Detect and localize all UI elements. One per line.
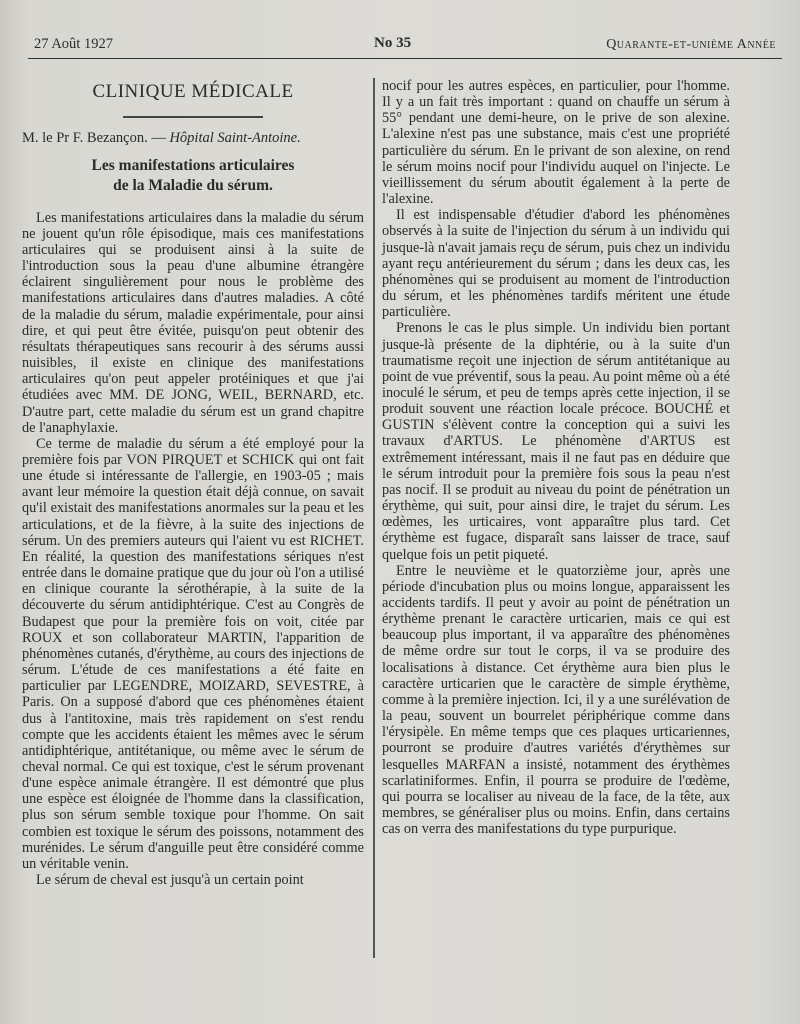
right-column: [382, 78, 730, 837]
right-paragraph-3: Prenons le cas le plus simple. Un individu bien portant jusque-là présente de la diphtérie, ou à la suite d'un traumatisme reçoit une injection de sérum antitétanique au point de vue préventif, sous la peau. Au point même où a été inoculé le sérum, et peu de temps après cette injection, il se produit souvent une réaction locale précoce. BOUCHÉ et GUSTIN s'élèvent contre la conception qui a suivi les travaux d'ARTUS. Le phénomène d'ARTUS est extrêmement intéressant, mais il ne faut pas en déduire que le sérum introduit pour la première fois sous la peau n'est pas nocif. Il se produit au niveau du point de pénétration un érythème, qui suit, pour ainsi dire, le trajet du sérum. Les œdèmes, les urticaires, vont apparaître plus tard. Cet érythème est fugace, disparaît sans laisser de trace, sauf quelque fois un petit piqueté.: [382, 320, 730, 563]
column-divider: [373, 78, 375, 958]
issue-number: No 35: [374, 35, 412, 51]
byline-author: M. le Pr F. Bezançon.: [22, 129, 148, 146]
section-title: CLINIQUE MÉDICALE: [92, 81, 294, 102]
left-paragraph-2: Ce terme de maladie du sérum a été employé pour la première fois par VON PIRQUET et SCHICK qui ont fait une étude si intéressante de l'allergie, en 1903-05 ; mais avant leur mémoire la question était déjà connue, on savait qu'il existait des manifestations anormales sur la peau et les articulations, et de la fièvre, à la suite des injections de sérum. Un des premiers auteurs qui l'aient vu est RICHET. En réalité, la question des manifestations sériques n'est entrée dans le domaine pratique que du jour où l'on a utilisé en clinique courante la sérothérapie, à la suite de la découverte du sérum antidiphtérique. C'est au Congrès de Budapest que pour la première fois on voit, citée par ROUX et son collaborateur MARTIN, l'apparition de phénomènes cutanés, d'érythème, au cours des injections de sérum. L'étude de ces manifestations a été faite en particulier par LEGENDRE, MOIZARD, SEVESTRE, à Paris. On a supposé d'abord que ces phénomènes étaient dus à l'antitoxine, mais très rapidement on s'est rendu compte que les accidents étaient les mêmes avec le sérum antidiphtérique, antitétanique, ou même avec le sérum de cheval normal. Ce qui est toxique, c'est le sérum provenant d'une espèce animale étrangère. Il est démontré que plus une espèce est éloignée de l'homme dans la classification, plus son sérum semble toxique pour l'homme. On sait combien est toxique le sérum des poissons, notamment des murénides. Le sérum d'anguille peut être considéré comme un véritable venin.: [22, 435, 365, 872]
byline: [22, 130, 364, 146]
left-column: [22, 78, 364, 888]
article-title-line-2: de la Maladie du sérum.: [113, 176, 273, 194]
article-title-line-1: Les manifestations articulaires: [91, 156, 295, 174]
right-paragraph-4: Entre le neuvième et le quatorzième jour, après une période d'incubation plus ou moins longue, apparaissent les accidents tardifs. Il peut y avoir au point de pénétration un érythème prenant le caractère urticarien, mais ce qui est beaucoup plus important, il va apparaître des phénomènes de même ordre sur tout le corps, il va se produire des localisations à distance. Cet érythème aura bien plus le caractère urticarien que le caractère de simple érythème, comme à la première injection. Ici, il y a une surélévation de la peau, souvent un bourrelet périphérique comme dans l'érysipèle. En même temps que ces plaques urticariennes, pourront se produire d'autres variétés d'érythèmes sur lesquelles MARFAN a insisté, notamment des érythèmes scarlatiniformes. Enfin, il pourra se produire de l'œdème, qui pourra se localiser au niveau de la face, de la tête, aux membres, se généraliser plus ou moins. Enfin, dans certains cas on verra des manifestations du type purpurique.: [382, 562, 730, 838]
right-paragraph-2: Il est indispensable d'étudier d'abord les phénomènes observés à la suite de l'injection du sérum à un individu qui jusque-là n'avait jamais reçu de sérum, puis chez un individu ayant reçu antérieurement du sérum ; dans les deux cas, les phénomènes qui se produisent au moment de l'introduction du sérum, et les phénomènes tardifs méritent une étude particulière.: [382, 207, 730, 321]
issue-date: 27 Août 1927: [34, 36, 113, 52]
byline-separator: —: [147, 129, 170, 146]
article-title: [22, 156, 364, 196]
publication-year: Quarante-et-unième Année: [606, 37, 776, 52]
title-rule: [123, 116, 263, 118]
left-paragraph-3: Le sérum de cheval est jusqu'à un certain point: [36, 872, 304, 889]
byline-hospital: Hôpital Saint-Antoine.: [169, 129, 301, 146]
left-paragraph-1: Les manifestations articulaires dans la maladie du sérum ne jouent qu'un rôle épisodique, mais ces manifestations articulaires qui se produisent ainsi à la suite de l'introduction sous la peau d'une albumine étrangère éclairent singulièrement pour nous le problème des manifestations articulaires dans d'autres maladies. A côté de la maladie du sérum, maladie expérimentale, pour ainsi dire, et qui peut être évitée, puisqu'on peut obtenir des résultats thérapeutiques sans recourir à des sérums aussi nuisibles, il existe en clinique des manifestations articulaires qu'on peut appeler protéiniques et que j'ai étudiées avec MM. DE JONG, WEIL, BERNARD, etc. D'autre part, cette maladie du sérum est un grand chapitre de l'anaphylaxie.: [22, 209, 364, 436]
right-paragraph-1: nocif pour les autres espèces, en particulier, pour l'homme. Il y a un fait très important : quand on chauffe un sérum à 55° pendant une demi-heure, on le prive de son alexine. L'alexine n'est pas une substance, mais c'est une propriété particulière du sérum. En le privant de son alexine, on rend le sérum moins nocif pour l'individu auquel on l'injecte. Le vieillissement du sérum aboutit également à la perte de l'alexine.: [382, 78, 730, 208]
page-header: [28, 34, 782, 59]
